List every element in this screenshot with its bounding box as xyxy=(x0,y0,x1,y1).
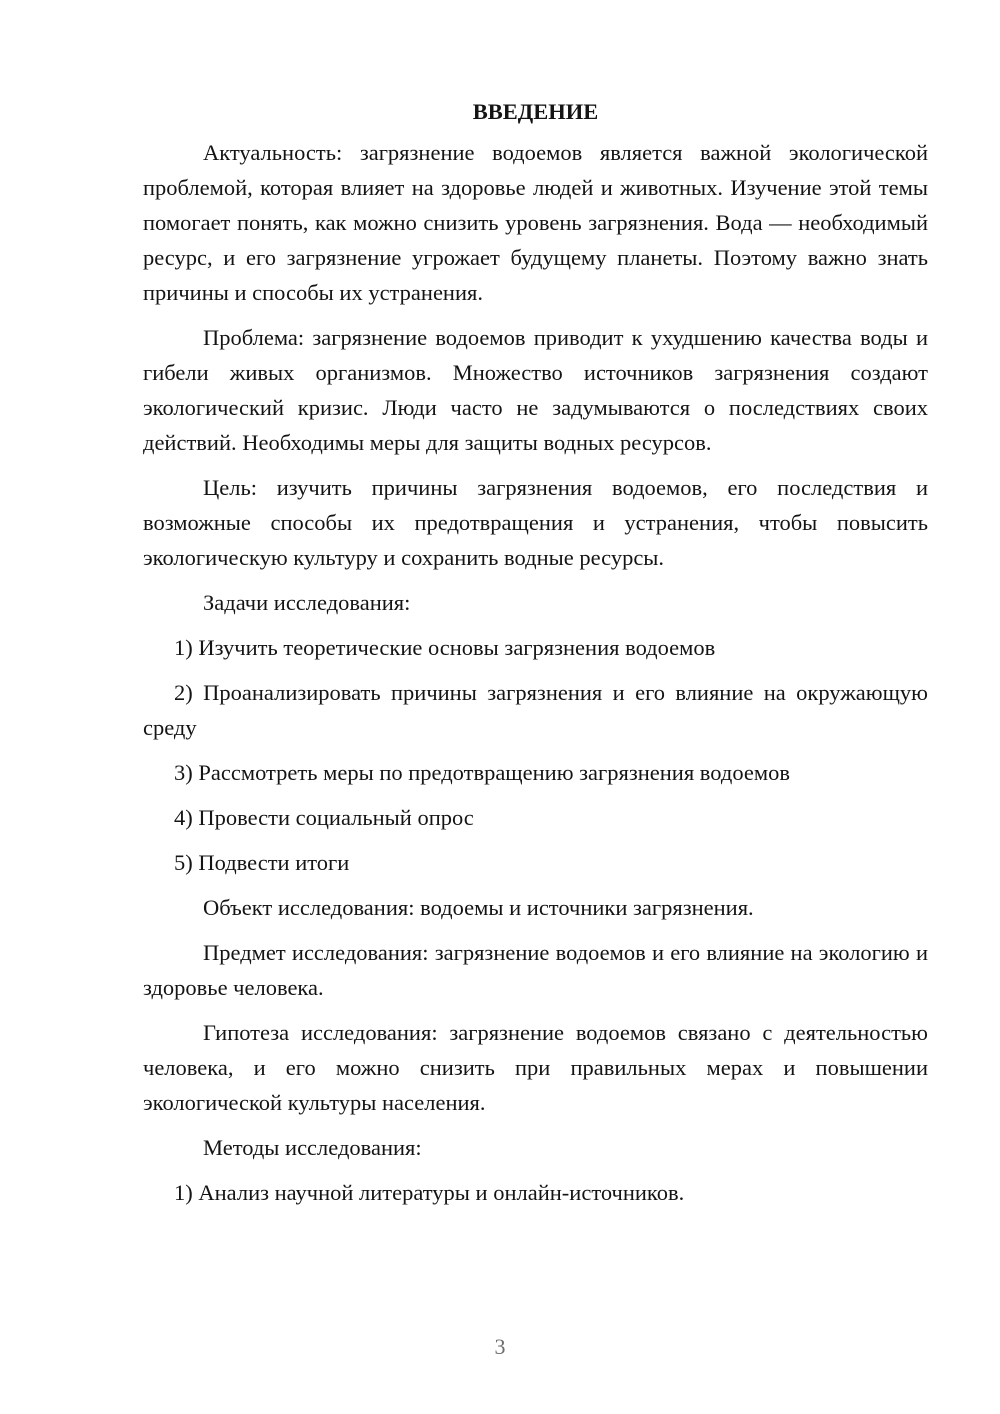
relevance-paragraph: Актуальность: загрязнение водоемов является важной экологической проблемой, которая влияет на здоровье людей и животных. Изучение этой темы помогает понять, как можно снизить уровень загрязнения. Вода — необходимый ресурс, и его загрязнение угрожает будущему планеты. Поэтому важно знать причины и способы их устранения. xyxy=(143,140,928,305)
section-title: ВВЕДЕНИЕ xyxy=(472,99,599,124)
tasks-heading: Задачи исследования: xyxy=(203,590,411,615)
task-item-4: 4) Провести социальный опрос xyxy=(174,805,474,830)
task-item-2: 2) Проанализировать причины загрязнения и его влияние на окружающую среду xyxy=(143,680,928,740)
method-item-1: 1) Анализ научной литературы и онлайн-источников. xyxy=(174,1180,685,1205)
methods-heading: Методы исследования: xyxy=(203,1135,422,1160)
task-item-3: 3) Рассмотреть меры по предотвращению загрязнения водоемов xyxy=(174,760,790,785)
task-item-1: 1) Изучить теоретические основы загрязнения водоемов xyxy=(174,635,716,660)
page-content xyxy=(143,94,928,1210)
page-number: 3 xyxy=(494,1334,506,1359)
task-item-5: 5) Подвести итоги xyxy=(174,850,350,875)
problem-paragraph: Проблема: загрязнение водоемов приводит к ухудшению качества воды и гибели живых организмов. Множество источников загрязнения создают экологический кризис. Люди часто не задумываются о последствиях своих действий. Необходимы меры для защиты водных ресурсов. xyxy=(143,325,928,455)
hypothesis-paragraph: Гипотеза исследования: загрязнение водоемов связано с деятельностью человека, и его можно снизить при правильных мерах и повышении экологической культуры населения. xyxy=(143,1020,928,1115)
subject-paragraph: Предмет исследования: загрязнение водоемов и его влияние на экологию и здоровье человека. xyxy=(143,940,928,1000)
object-paragraph: Объект исследования: водоемы и источники загрязнения. xyxy=(203,895,754,920)
goal-paragraph: Цель: изучить причины загрязнения водоемов, его последствия и возможные способы их предотвращения и устранения, чтобы повысить экологическую культуру и сохранить водные ресурсы. xyxy=(143,475,928,570)
